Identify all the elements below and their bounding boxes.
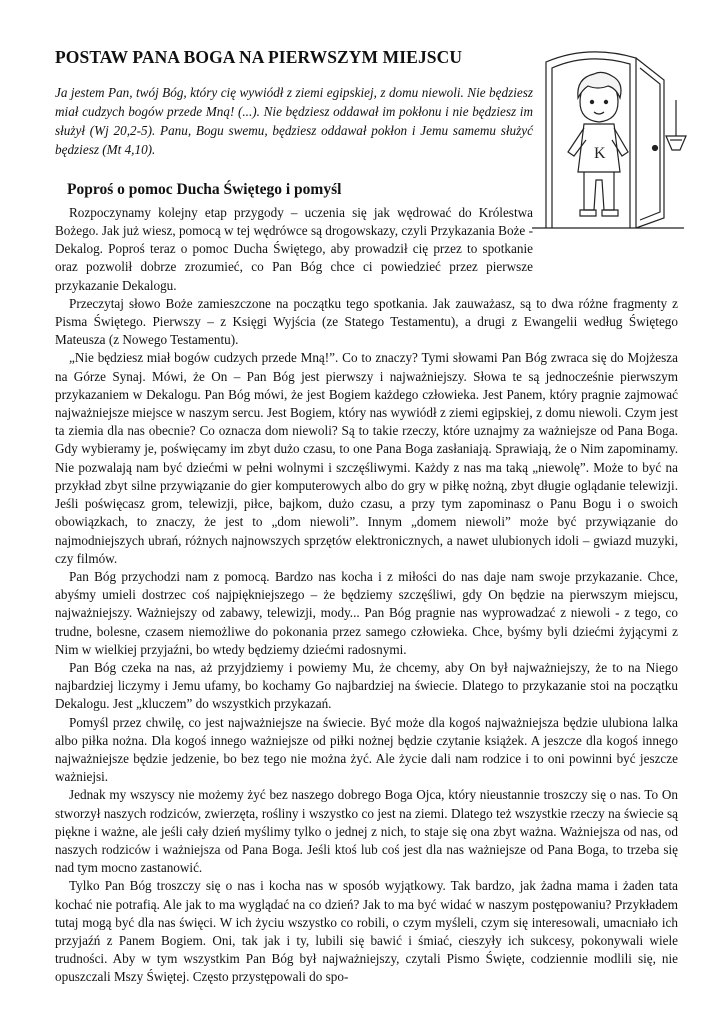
paragraph: Rozpoczynamy kolejny etap przygody – uczenia się jak wędrować do Królestwa Bożego. Jak już wiesz, pomocą w tej wędrówce są drogowskazy, czyli Przykazania Boże - Dekalog. Poproś teraz o pomoc Ducha Świętego, aby prowadził cię przez to spotkanie oraz pozwolił dobrze zrozumieć, co Pan Bóg chce ci powiedzieć przez pierwsze przykazanie Dekalogu. (55, 204, 533, 293)
paragraph: Przeczytaj słowo Boże zamieszczone na początku tego spotkania. Jak zauważasz, są to dwa różne fragmenty z Pisma Świętego. Pierwszy – z Księgi Wyjścia (ze Statego Testamentu), a drugi z Ewangelii według Świętego Mateusza (z Nowego Testamentu). (55, 295, 678, 348)
svg-text:K: K (594, 145, 606, 162)
paragraph: Pomyśl przez chwilę, co jest najważniejsze na świecie. Być może dla kogoś najważniejsza będzie ulubiona lalka albo piłka nożna. Dla kogoś innego ważniejsze od piłki nożnej będzie czytanie książek. A jeszcze dla kogoś innego najważniejsze będzie jedzenie, bo bez tego nie można żyć. Ale życie dali nam rodzice i to oni powinni być jeszcze ważniejsi. (55, 714, 678, 785)
intro-quote: Ja jestem Pan, twój Bóg, który cię wywiódł z ziemi egipskiej, z domu niewoli. Nie będziesz miał cudzych bogów przede Mną! (...). Nie będziesz oddawał im pokłonu i nie będziesz im służył (Wj 20,2-5). Panu, Bogu swemu, będziesz oddawał pokłon i Jemu samemu służyć będziesz (Mt 4,10). (55, 85, 533, 158)
boy-at-door-icon (528, 40, 688, 230)
section-heading: Poproś o pomoc Ducha Świętego i pomyśl (67, 181, 342, 199)
page-title: POSTAW PANA BOGA NA PIERWSZYM MIEJSCU (55, 47, 463, 67)
paragraph: Pan Bóg przychodzi nam z pomocą. Bardzo nas kocha i z miłości do nas daje nam swoje przykazanie. Chce, abyśmy umieli dostrzec coś najpiękniejszego – że będziemy szczęśliwi, gdy On będzie na pierwszym miejscu, najważniejszy. Ważniejszy od zabawy, telewizji, mody... Pan Bóg pragnie nas wyprowadzać z niewoli - z tego, co trudne, bolesne, czasem niemożliwe do pokonania przez samego człowieka. Chce, byśmy byli dziećmi żyjącymi z Nim w wielkiej przyjaźni, bo wtedy będziemy dziećmi radosnymi. (55, 568, 678, 657)
paragraph: Tylko Pan Bóg troszczy się o nas i kocha nas w sposób wyjątkowy. Tak bardzo, jak żadna mama i żaden tata kochać nie potrafią. Ale jak to ma wyglądać na co dzień? Jak to ma być widać w naszym postępowaniu? Przykładem tutaj mogą być dla nas święci. W ich życiu wszystko co robili, o czym myśleli, czym się interesowali, umacniało ich przyjaźń z Panem Bogiem. Oni, tak jak i ty, lubili się bawić i śmiać, cieszyły ich sukcesy, pokonywali wiele trudności. Aby w tym wszystkim Pan Bóg był najważniejszy, czytali Pismo Święte, codziennie modlili się, nie opuszczali Mszy Świętej. Często przystępowali do spo- (55, 878, 678, 985)
paragraph: Pan Bóg czeka na nas, aż przyjdziemy i powiemy Mu, że chcemy, aby On był najważniejszy, że to na Niego najbardziej liczymy i Jemu ufamy, bo kochamy Go najbardziej na świecie. Dlatego to przykazanie stoi na początku Dekalogu. Jest „kluczem” do wszystkich przykazań. (55, 659, 678, 712)
paragraph: „Nie będziesz miał bogów cudzych przede Mną!”. Co to znaczy? Tymi słowami Pan Bóg zwraca się do Mojżesza na Górze Synaj. Mówi, że On – Pan Bóg jest pierwszy i najważniejszy. Słowa te są jednocześnie pierwszym przykazaniem w Dekalogu. Pan Bóg mówi, że jest Bogiem każdego człowieka. Jest Panem, który pragnie zajmować najważniejsze miejsce w naszym sercu. Jest Bogiem, który nas wywiódł z ziemi egipskiej, z domu niewoli. Czym jest ta ziemia dla nas obecnie? Co oznacza dom niewoli? Są to takie rzeczy, które uznajmy za ważniejsze od Pana Boga. Gdy wybieramy je, poświęcamy im zbyt dużo czasu, to one Pana Boga zasłaniają. Sprawiają, że o Nim zapominamy. Nie pozwalają nam być dziećmi w pełni wolnymi i szczęśliwymi. Każdy z nas ma taką „niewolę”. Może to być na przykład zbyt silne przywiązanie do gier komputerowych albo do gry w piłkę nożną, zbyt długie oglądanie telewizji. Jeśli poświęcasz grom, telewizji, piłce, bajkom, dużo czasu, a przy tym zapominasz o Panu Bogu i o swoich obowiązkach, to znaczy, że jest to „dom niewoli”. Innym „domem niewoli” może być przywiązanie do najmodniejszych ubrań, różnych najnowszych sprzętów elektronicznych, a nawet ulubionych idoli – gwiazd muzyki, czy filmów. (55, 350, 678, 566)
paragraph: Jednak my wszyscy nie możemy żyć bez naszego dobrego Boga Ojca, który nieustannie troszczy się o nas. To On stworzył naszych rodziców, zwierzęta, rośliny i wszystko co jest na ziemi. Dlatego też wszystkie rzeczy na świecie są piękne i ważne, ale jeśli cały dzień myślimy tylko o jednej z nich, to staje się ona zbyt ważna. Ważniejsza od nas, od naszych rodziców i ważniejsza od Pana Boga. Jeśli ktoś lub coś jest dla nas ważniejsze od Pana Boga, to trzeba się nad tym mocno zastanowić. (55, 787, 678, 876)
